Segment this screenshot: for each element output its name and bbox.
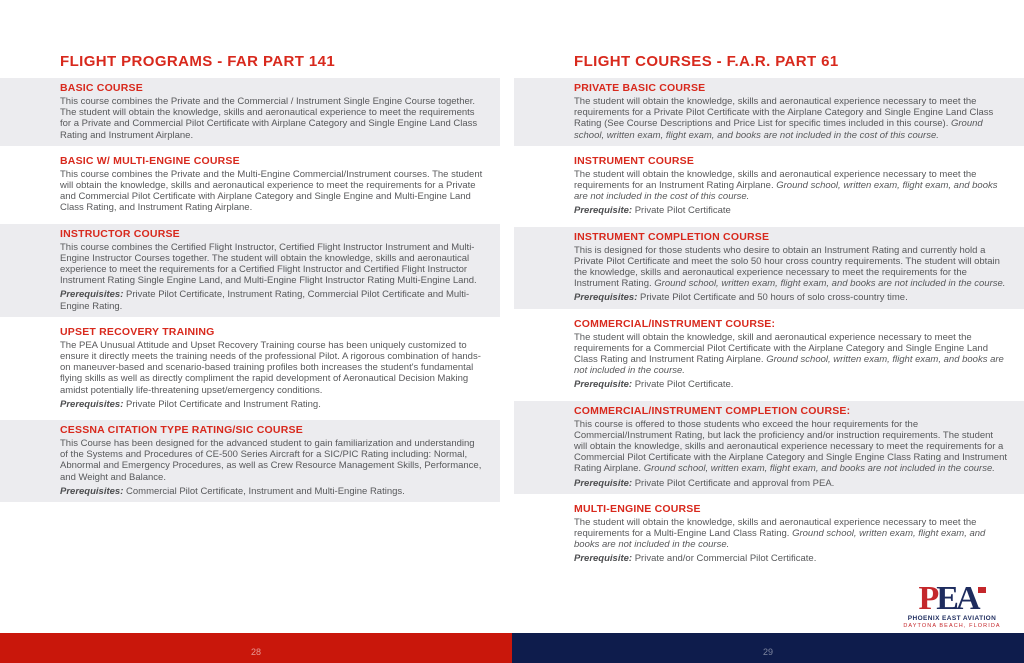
course-section [514, 78, 1024, 146]
course-body [574, 332, 1008, 377]
course-body [574, 419, 1008, 475]
right-column-sections [514, 78, 1024, 570]
logo-est-badge [978, 587, 986, 593]
page-number-left: 28 [250, 647, 261, 657]
prerequisite-text: Private Pilot Certificate. [634, 379, 734, 391]
course-section [0, 78, 500, 146]
logo-letter-e: E [936, 580, 956, 617]
prerequisite-label: Prerequisites: [60, 289, 124, 301]
logo-name: PHOENIX EAST AVIATION [907, 615, 997, 622]
course-body-text: The student will obtain the knowledge, skills and aeronautical experience necessary to meet the requirements for a Multi-Engine Land Class Rating. [574, 516, 977, 540]
prerequisite-text: Private Pilot Certificate and Instrument Rating. [126, 398, 321, 410]
right-column-title: FLIGHT COURSES - F.A.R. PART 61 [574, 53, 839, 70]
pea-logo-letters [890, 580, 1014, 617]
course-body-italic: Ground school, written exam, flight exam, and books are not included in the course. [574, 528, 986, 551]
prerequisite-label: Prerequisites: [60, 485, 124, 497]
footer-left-bar [0, 633, 512, 663]
left-column-sections [0, 78, 500, 502]
footer-right-bar [512, 633, 1024, 663]
prerequisite-text: Private Pilot Certificate, Instrument Rating, Commercial Pilot Certificate and Multi-Engine Rating. [60, 289, 470, 312]
prerequisite-text: Private Pilot Certificate [634, 205, 731, 217]
course-body-italic: Ground school, written exam, flight exam, and books are not included in the cost of this course. [574, 180, 998, 203]
logo-letter-a: A [955, 580, 978, 617]
course-body-text: The student will obtain the knowledge, skill and aeronautical experience necessary to meet the requirements for a Commercial Pilot Certificate with the Airplane Category and Single Engine Land Class Rating and Instrument Rating Airplane. [574, 331, 988, 366]
prerequisite-text: Private Pilot Certificate and approval from PEA. [634, 477, 835, 489]
course-body-text: This Course has been designed for the advanced student to gain familiarization and understanding of the Systems and Procedures of CE-500 Series Aircraft for a SIC/PIC Rating including: Normal, Abnormal and Emergency Procedures, as well as Crew Resource Management Skills, Performance, and Weight and Balance. [60, 438, 482, 483]
course-section [514, 227, 1024, 309]
course-title: UPSET RECOVERY TRAINING [60, 325, 215, 338]
course-body [574, 169, 1008, 203]
course-body-italic: Ground school, written exam, flight exam, and books are not included in the course. [574, 354, 1004, 377]
course-title: COMMERCIAL/INSTRUMENT COMPLETION COURSE: [574, 404, 851, 417]
logo-letter-p: P [918, 580, 937, 617]
pea-logo [890, 580, 1014, 629]
logo-location: DAYTONA BEACH, FLORIDA [903, 623, 1001, 629]
course-title: MULTI-ENGINE COURSE [574, 502, 701, 515]
course-body-italic: Ground school, written exam, flight exam, and books are not included in the cost of this course. [574, 118, 983, 141]
prerequisite-label: Prerequisites: [574, 292, 638, 304]
page-number-right: 29 [762, 647, 773, 657]
prerequisite-label: Prerequisite: [574, 379, 633, 391]
course-section [514, 401, 1024, 494]
page-footer [0, 633, 1024, 663]
course-title: BASIC COURSE [60, 82, 143, 94]
course-body-text: The PEA Unusual Attitude and Upset Recovery Training course has been uniquely customized to ensure it directly meets the training needs of the professional Pilot. A rigorous combination of hands-on maneuver-based and scenario-based training profiles both increases the student's fundamental flying skills as well as directly compliment the rapid development of Aeronautical Decision Making amidst potentially life-threatening upset/emergency conditions. [60, 339, 481, 396]
course-prerequisite [60, 289, 484, 311]
left-column [0, 0, 500, 507]
course-body-text: The student will obtain the knowledge, skills and aeronautical experience necessary to meet the requirements for an Instrument Rating Airplane. [574, 168, 977, 192]
course-title: INSTRUMENT COURSE [574, 154, 695, 167]
course-title: BASIC W/ MULTI-ENGINE COURSE [60, 154, 240, 167]
right-column [514, 0, 1024, 575]
course-prerequisite [574, 553, 1008, 564]
course-section [0, 151, 500, 219]
course-section [0, 420, 500, 502]
course-section [0, 224, 500, 317]
course-section [514, 314, 1024, 396]
course-body [60, 340, 484, 396]
course-body [60, 169, 484, 214]
course-body [60, 96, 484, 141]
left-column-title: FLIGHT PROGRAMS - FAR PART 141 [60, 53, 336, 70]
course-body [60, 438, 484, 483]
course-body-italic: Ground school, written exam, flight exam, and books are not included in the course. [643, 463, 995, 475]
prerequisite-text: Commercial Pilot Certificate, Instrument and Multi-Engine Ratings. [126, 485, 405, 497]
course-title: INSTRUMENT COMPLETION COURSE [574, 230, 770, 243]
prerequisite-text: Private and/or Commercial Pilot Certificate. [634, 553, 817, 565]
prerequisite-text: Private Pilot Certificate and 50 hours of solo cross-country time. [640, 292, 908, 304]
course-body-italic: Ground school, written exam, flight exam, and books are not included in the course. [654, 278, 1006, 290]
course-prerequisite [60, 486, 484, 497]
course-prerequisite [574, 478, 1008, 489]
course-title: COMMERCIAL/INSTRUMENT COURSE: [574, 317, 776, 330]
course-section [514, 151, 1024, 222]
course-prerequisite [60, 399, 484, 410]
course-section [0, 322, 500, 415]
course-section [514, 499, 1024, 570]
course-body-text: This course combines the Private and the Commercial / Instrument Single Engine Course together. The student will obtain the knowledge, skills and aeronautical experience to meet the requirements for a Private and Commercial Pilot Certificate with Airplane Category and Single Engine Land Class Rating and Instrument Airplane. [60, 96, 478, 141]
course-body [574, 517, 1008, 551]
prerequisite-label: Prerequisite: [574, 477, 633, 489]
course-prerequisite [574, 379, 1008, 390]
course-body [60, 242, 484, 287]
prerequisite-label: Prerequisite: [574, 553, 633, 565]
course-body [574, 96, 1008, 141]
course-prerequisite [574, 292, 1008, 303]
course-title: INSTRUCTOR COURSE [60, 227, 180, 240]
prerequisite-label: Prerequisites: [60, 398, 124, 410]
course-prerequisite [574, 205, 1008, 216]
course-body-text: The student will obtain the knowledge, skills and aeronautical experience necessary to meet the requirements for a Private Pilot Certificate with the Airplane Category and Single Engine Land Class Rating (See Course Descriptions and Price List for specific times included in this course). [574, 96, 994, 130]
course-body-text: This course is offered to those students who exceed the hour requirements for the Commercial/Instrument Rating, but lack the proficiency and/or instruction requirements. The student will obtain the knowledge, skills and aeronautical experience necessary to meet the requirements for a Commercial Pilot Certificate with the Airplane Category and Single Engine Class Rating and Instrument Rating Airplane. [574, 418, 1007, 475]
course-body-text: This course combines the Private and the Multi-Engine Commercial/Instrument courses. The student will obtain the knowledge, skills and aeronautical experience to meet the requirements for a Private and Commercial Pilot Certificate with Airplane Category and Single Engine and Multi-Engine Land Class Rating, and Instrument Rating Airplane. [60, 168, 483, 214]
course-title: CESSNA CITATION TYPE RATING/SIC COURSE [60, 424, 303, 437]
course-body-text: This course combines the Certified Flight Instructor, Certified Flight Instructor Instrument and Multi-Engine Instructor Courses together. The student will obtain the knowledge, skills and aeronautical experience to meet the requirements for a Certified Flight Instructor and Certified Flight Instructor Instrument Rating Single Engine Land, and Multi-Engine Flight Instructor Rating Multi-Engine Land. [60, 241, 477, 287]
prerequisite-label: Prerequisite: [574, 205, 633, 217]
course-body-text: This is designed for those students who desire to obtain an Instrument Rating and currently hold a Private Pilot Certificate and meet the solo 50 hour cross country requirements. The student will obtain the knowledge, skills and aeronautical experience necessary to meet the requirements for the Instrument Rating. [574, 244, 1000, 290]
course-title: PRIVATE BASIC COURSE [574, 82, 706, 94]
course-body [574, 245, 1008, 290]
